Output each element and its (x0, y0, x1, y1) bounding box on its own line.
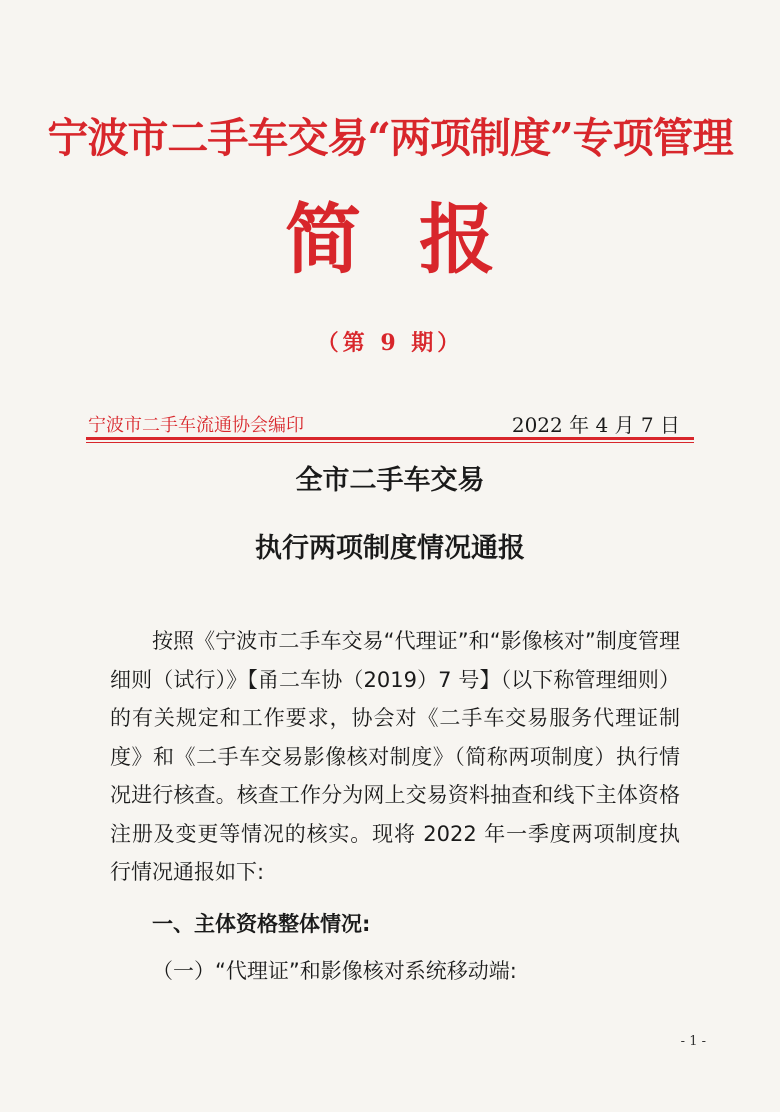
editor-line: 宁波市二手车流通协会编印 (88, 415, 304, 436)
bulletin-title: 简报 (285, 195, 553, 284)
section-heading: 一、主体资格整体情况: (152, 912, 371, 936)
subsection-heading: （一）“代理证”和影像核对系统移动端: (152, 959, 517, 983)
article-title-line2: 执行两项制度情况通报 (255, 533, 525, 564)
header-divider-thick (86, 437, 694, 440)
publish-date: 2022 年 4 月 7 日 (511, 413, 680, 437)
page-number: - 1 - (680, 1034, 706, 1049)
issue-number: （第 9 期） (316, 330, 464, 356)
article-title-line1: 全市二手车交易 (295, 465, 485, 496)
header-divider-thin (86, 442, 694, 443)
body-paragraph: 按照《宁波市二手车交易“代理证”和“影像核对”制度管理细则（试行）》【甬二车协（2019）7 号】（以下称管理细则）的有关规定和工作要求，协会对《二手车交易服务代理证制度》和《二手车交易影像核对制度》（简称两项制度）执行情况进行核查。核查工作分为网上交易资料抽查和线下主体资格注册及变更等情况的核实。现将 2022 年一季度两项制度执行情况通报如下: (110, 629, 680, 884)
masthead-title: 宁波市二手车交易“两项制度”专项管理 (47, 114, 733, 162)
